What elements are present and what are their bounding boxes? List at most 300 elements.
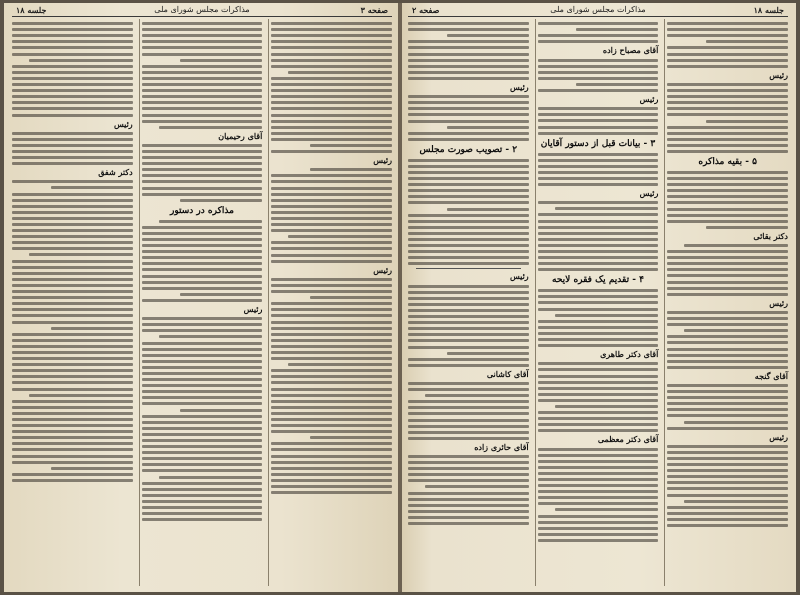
text-line <box>142 101 263 104</box>
text-line <box>271 467 392 470</box>
text-line <box>667 323 788 326</box>
text-line <box>576 83 658 86</box>
text-line <box>271 442 392 445</box>
text-line <box>12 217 133 220</box>
text-line <box>538 132 659 135</box>
text-line <box>12 388 133 391</box>
text-line <box>142 107 263 110</box>
text-line <box>271 138 392 141</box>
text-line <box>271 290 392 293</box>
text-line <box>408 101 529 104</box>
text-line <box>271 95 392 98</box>
text-line <box>408 71 529 74</box>
text-line <box>408 95 529 98</box>
text-line <box>271 199 392 202</box>
text-line <box>12 40 133 43</box>
text-line <box>667 220 788 223</box>
text-line <box>538 301 659 304</box>
text-line <box>12 53 133 56</box>
text-line <box>142 433 263 436</box>
text-line <box>538 268 659 271</box>
text-line <box>408 358 529 361</box>
text-line <box>142 360 263 363</box>
text-line <box>271 205 392 208</box>
text-line <box>142 323 263 326</box>
text-line <box>12 28 133 31</box>
text-line <box>667 494 788 497</box>
text-line <box>271 83 392 86</box>
text-line <box>12 448 133 451</box>
text-line <box>12 223 133 226</box>
text-line <box>271 321 392 324</box>
speaker-name: رئیس <box>373 155 392 166</box>
text-line <box>271 375 392 378</box>
speaker-name: آقای مصباح زاده <box>602 45 659 56</box>
text-line <box>408 412 529 415</box>
text-line <box>142 281 263 284</box>
text-line <box>408 510 529 513</box>
text-line <box>142 83 263 86</box>
text-line <box>538 521 659 524</box>
text-line <box>538 332 659 335</box>
text-line <box>408 400 529 403</box>
text-line <box>667 427 788 430</box>
text-line <box>538 466 659 469</box>
text-line <box>408 461 529 464</box>
text-line <box>538 77 659 80</box>
text-line <box>555 508 659 511</box>
text-line <box>12 241 133 244</box>
text-line <box>12 83 133 86</box>
speaker-name: دکتر شفق <box>98 167 133 178</box>
text-line <box>667 287 788 290</box>
text-line <box>684 244 788 247</box>
text-line <box>538 262 659 265</box>
text-line <box>667 28 788 31</box>
text-line <box>408 333 529 336</box>
text-line <box>538 472 659 475</box>
text-line <box>142 317 263 320</box>
text-line <box>180 59 262 62</box>
text-line <box>271 193 392 196</box>
text-line <box>142 238 263 241</box>
text-line <box>538 89 659 92</box>
text-line <box>408 479 529 482</box>
text-line <box>271 339 392 342</box>
text-line <box>142 354 263 357</box>
text-line <box>408 492 529 495</box>
text-line <box>12 65 133 68</box>
text-line <box>271 448 392 451</box>
speaker-name: آقای گنجه <box>754 370 788 381</box>
text-line <box>271 217 392 220</box>
left-page-session-label: جلسه ۱۸ <box>16 5 47 15</box>
text-line <box>667 83 788 86</box>
speaker-name: آقای رحیمیان <box>218 130 263 141</box>
text-line <box>271 247 392 250</box>
text-line <box>271 65 392 68</box>
text-line <box>408 171 529 174</box>
text-line <box>271 260 392 263</box>
text-line <box>538 238 659 241</box>
text-line <box>667 512 788 515</box>
text-line <box>667 113 788 116</box>
text-line <box>667 208 788 211</box>
text-line <box>12 114 133 117</box>
text-line <box>408 177 529 180</box>
text-line <box>538 232 659 235</box>
text-line <box>12 199 133 202</box>
text-line <box>408 232 529 235</box>
text-line <box>12 461 133 464</box>
text-line <box>271 223 392 226</box>
text-line <box>271 132 392 135</box>
text-line <box>271 101 392 104</box>
text-line <box>142 193 263 196</box>
text-line <box>408 504 529 507</box>
text-line <box>271 302 392 305</box>
text-line <box>12 375 133 378</box>
text-line <box>310 296 392 299</box>
text-line <box>667 53 788 56</box>
text-line <box>667 408 788 411</box>
speaker-name: آقای کاشانی <box>486 368 529 379</box>
text-line <box>271 278 392 281</box>
text-line <box>408 120 529 123</box>
text-line <box>271 327 392 330</box>
text-line <box>667 366 788 369</box>
text-line <box>12 473 133 476</box>
text-line <box>271 406 392 409</box>
text-line <box>538 387 659 390</box>
text-line <box>667 293 788 296</box>
text-line <box>12 132 133 135</box>
text-line <box>447 352 529 355</box>
text-line <box>555 314 659 317</box>
text-line <box>408 65 529 68</box>
text-line <box>271 46 392 49</box>
text-line <box>142 494 263 497</box>
text-line <box>12 424 133 427</box>
text-line <box>667 354 788 357</box>
text-line <box>538 126 659 129</box>
text-line <box>667 171 788 174</box>
text-line <box>271 424 392 427</box>
text-line <box>12 144 133 147</box>
right-page-title: مذاکرات مجلس شورای ملی <box>550 5 646 14</box>
text-line <box>667 518 788 521</box>
left-page-column-3 <box>10 19 135 586</box>
text-line <box>142 329 263 332</box>
text-line <box>408 77 529 80</box>
text-line <box>408 53 529 56</box>
text-line <box>142 512 263 515</box>
text-line <box>288 71 392 74</box>
text-line <box>142 299 263 302</box>
text-line <box>538 289 659 292</box>
text-line <box>271 59 392 62</box>
text-line <box>706 40 788 43</box>
text-line <box>12 162 133 165</box>
text-line <box>142 150 263 153</box>
text-line <box>12 351 133 354</box>
text-line <box>142 457 263 460</box>
text-line <box>271 126 392 129</box>
text-line <box>142 262 263 265</box>
text-line <box>12 107 133 110</box>
text-line <box>310 436 392 439</box>
text-line <box>538 515 659 518</box>
text-line <box>408 297 529 300</box>
text-line <box>408 40 529 43</box>
text-line <box>271 485 392 488</box>
text-line <box>538 429 659 432</box>
text-line <box>667 138 788 141</box>
text-line <box>408 364 529 367</box>
text-line <box>12 272 133 275</box>
text-line <box>667 46 788 49</box>
text-line <box>12 260 133 263</box>
text-line <box>408 285 529 288</box>
newspaper-spread <box>4 3 796 592</box>
text-line <box>408 214 529 217</box>
text-line <box>408 201 529 204</box>
text-line <box>408 113 529 116</box>
text-line <box>142 34 263 37</box>
text-line <box>142 390 263 393</box>
text-line <box>51 186 133 189</box>
text-line <box>12 357 133 360</box>
text-line <box>12 333 133 336</box>
text-line <box>142 22 263 25</box>
text-line <box>51 327 133 330</box>
text-line <box>12 321 133 324</box>
text-line <box>538 220 659 223</box>
text-line <box>538 226 659 229</box>
text-line <box>271 254 392 257</box>
text-line <box>271 77 392 80</box>
text-line <box>538 119 659 122</box>
text-line <box>271 284 392 287</box>
text-line <box>271 40 392 43</box>
text-line <box>667 268 788 271</box>
right-page-column-1 <box>664 19 790 586</box>
text-line <box>408 220 529 223</box>
text-line <box>538 344 659 347</box>
text-line <box>538 107 659 110</box>
text-line <box>288 235 392 238</box>
text-line <box>667 481 788 484</box>
text-line <box>12 308 133 311</box>
text-line <box>142 275 263 278</box>
text-line <box>408 388 529 391</box>
text-line <box>271 412 392 415</box>
text-line <box>667 360 788 363</box>
text-line <box>667 132 788 135</box>
text-line <box>667 250 788 253</box>
speaker-name: رئیس <box>769 297 788 308</box>
section-heading: ۳ - بیانات قبل از دستور آقایان <box>540 138 656 149</box>
text-line <box>142 65 263 68</box>
text-line <box>447 126 529 129</box>
text-line <box>29 394 133 397</box>
text-line <box>538 478 659 481</box>
text-line <box>538 539 659 542</box>
text-line <box>408 262 529 265</box>
text-line <box>667 396 788 399</box>
text-line <box>408 165 529 168</box>
text-line <box>142 384 263 387</box>
text-line <box>538 502 659 505</box>
text-line <box>667 384 788 387</box>
left-page <box>4 3 400 592</box>
center-fold <box>398 3 402 592</box>
divider <box>416 268 521 269</box>
text-line <box>12 418 133 421</box>
text-line <box>538 527 659 530</box>
text-line <box>142 463 263 466</box>
text-line <box>12 436 133 439</box>
text-line <box>142 120 263 123</box>
text-line <box>12 235 133 238</box>
text-line <box>408 28 529 31</box>
text-line <box>142 469 263 472</box>
text-line <box>142 144 263 147</box>
text-line <box>667 469 788 472</box>
text-line <box>538 484 659 487</box>
text-line <box>271 455 392 458</box>
text-line <box>538 533 659 536</box>
right-page-columns <box>406 19 790 586</box>
text-line <box>538 308 659 311</box>
text-line <box>12 138 133 141</box>
text-line <box>408 183 529 186</box>
text-line <box>271 241 392 244</box>
text-line <box>271 187 392 190</box>
text-line <box>555 405 659 408</box>
speaker-name: رئیس <box>769 69 788 80</box>
text-line <box>538 326 659 329</box>
text-line <box>271 381 392 384</box>
text-line <box>271 394 392 397</box>
text-line <box>408 132 529 135</box>
text-line <box>288 363 392 366</box>
section-heading: ۴ - تقدیم یک فقره لایحه <box>552 275 644 286</box>
text-line <box>667 201 788 204</box>
section-heading: ۵ - بقیه مذاکره <box>698 156 757 167</box>
text-line <box>180 293 262 296</box>
left-page-title: مذاکرات مجلس شورای ملی <box>154 5 250 14</box>
text-line <box>12 430 133 433</box>
text-line <box>538 368 659 371</box>
text-line <box>12 46 133 49</box>
text-line <box>667 311 788 314</box>
text-line <box>12 71 133 74</box>
text-line <box>408 309 529 312</box>
text-line <box>408 138 529 141</box>
text-line <box>142 342 263 345</box>
text-line <box>51 467 133 470</box>
text-line <box>271 229 392 232</box>
text-line <box>684 500 788 503</box>
text-line <box>142 445 263 448</box>
text-line <box>667 150 788 153</box>
text-line <box>12 229 133 232</box>
text-line <box>142 114 263 117</box>
text-line <box>408 339 529 342</box>
text-line <box>12 442 133 445</box>
text-line <box>310 144 392 147</box>
text-line <box>142 180 263 183</box>
text-line <box>159 335 263 338</box>
text-line <box>408 303 529 306</box>
text-line <box>667 107 788 110</box>
text-line <box>271 53 392 56</box>
text-line <box>538 399 659 402</box>
text-line <box>142 482 263 485</box>
text-line <box>538 22 659 25</box>
right-page-column-3 <box>406 19 531 586</box>
text-line <box>667 457 788 460</box>
text-line <box>667 524 788 527</box>
text-line <box>538 213 659 216</box>
text-line <box>142 348 263 351</box>
text-line <box>425 485 529 488</box>
text-line <box>142 366 263 369</box>
text-line <box>667 126 788 129</box>
text-line <box>667 341 788 344</box>
text-line <box>408 107 529 110</box>
text-line <box>667 463 788 466</box>
text-line <box>408 238 529 241</box>
text-line <box>12 369 133 372</box>
text-line <box>538 59 659 62</box>
left-page-number: صفحه ۳ <box>360 5 388 15</box>
text-line <box>667 95 788 98</box>
section-heading: مذاکره در دستور <box>170 205 234 216</box>
text-line <box>271 418 392 421</box>
text-line <box>12 211 133 214</box>
text-line <box>408 189 529 192</box>
text-line <box>538 423 659 426</box>
right-page-header <box>408 5 788 17</box>
text-line <box>408 22 529 25</box>
text-line <box>12 278 133 281</box>
text-line <box>538 417 659 420</box>
text-line <box>271 34 392 37</box>
text-line <box>408 291 529 294</box>
text-line <box>408 159 529 162</box>
text-line <box>408 46 529 49</box>
text-line <box>538 375 659 378</box>
text-line <box>142 174 263 177</box>
text-line <box>408 406 529 409</box>
text-line <box>12 266 133 269</box>
text-line <box>142 232 263 235</box>
text-line <box>142 244 263 247</box>
text-line <box>538 256 659 259</box>
text-line <box>142 156 263 159</box>
text-line <box>271 357 392 360</box>
text-line <box>142 427 263 430</box>
text-line <box>408 226 529 229</box>
text-line <box>408 346 529 349</box>
text-line <box>142 40 263 43</box>
text-line <box>12 150 133 153</box>
text-line <box>447 34 529 37</box>
text-line <box>538 460 659 463</box>
text-line <box>271 388 392 391</box>
